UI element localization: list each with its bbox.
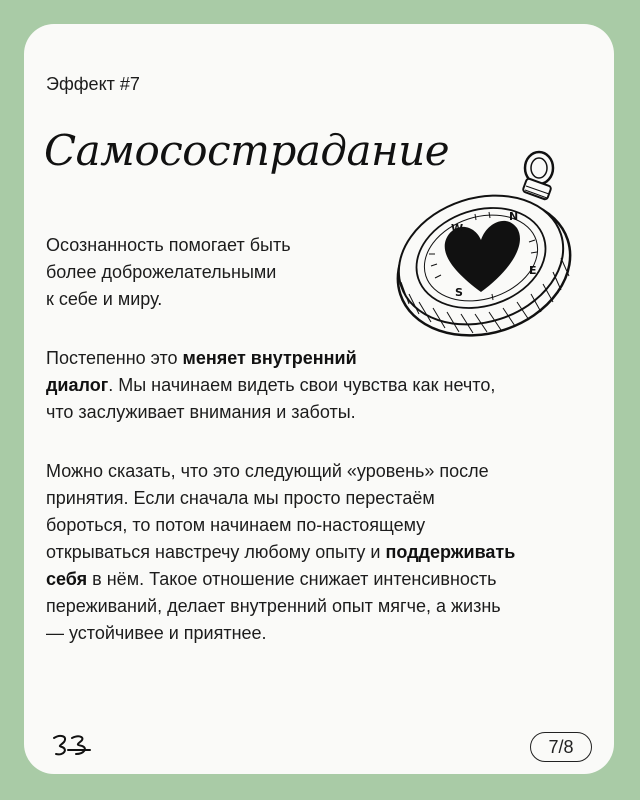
- page-title: Самосострадание: [44, 126, 450, 175]
- text-span: . Мы начинаем видеть свои чувства как нечто,: [108, 375, 496, 395]
- text-span: Можно сказать, что это следующий «уровень» после: [46, 461, 489, 481]
- bold-text: себя: [46, 569, 88, 589]
- intro-line: к себе и миру.: [46, 289, 163, 309]
- effect-label: Эффект #7: [46, 74, 140, 94]
- text-span: Постепенно это: [46, 348, 183, 368]
- compass-e: E: [529, 264, 537, 277]
- compass-heart-icon: [389, 142, 601, 338]
- text-span: в нём. Такое отношение снижает интенсивность: [87, 569, 497, 589]
- intro-line: Осознанность помогает быть: [46, 235, 291, 255]
- bold-text: диалог: [46, 375, 109, 395]
- text-span: — устойчивее и приятнее.: [46, 623, 267, 643]
- text-span: открываться навстречу любому опыту и: [46, 542, 386, 562]
- bold-text: меняет внутренний: [182, 348, 357, 368]
- intro-line: более доброжелательными: [46, 262, 277, 282]
- page-indicator: 7/8: [530, 732, 592, 762]
- compass-s: S: [455, 286, 463, 299]
- text-span: что заслуживает внимания и заботы.: [46, 402, 356, 422]
- compass-n: N: [509, 210, 519, 223]
- bold-text: поддерживать: [385, 542, 516, 562]
- paragraph-dialog: [46, 345, 591, 426]
- paragraph-support: [46, 458, 591, 647]
- card: [24, 24, 614, 774]
- brand-logo-icon: [50, 732, 94, 758]
- text-span: переживаний, делает внутренний опыт мягче, а жизнь: [46, 596, 501, 616]
- paragraph-intro: [46, 232, 366, 313]
- compass-w: W: [451, 222, 464, 235]
- text-span: бороться, то потом начинаем по-настоящему: [46, 515, 426, 535]
- text-span: принятия. Если сначала мы просто перестаём: [46, 488, 435, 508]
